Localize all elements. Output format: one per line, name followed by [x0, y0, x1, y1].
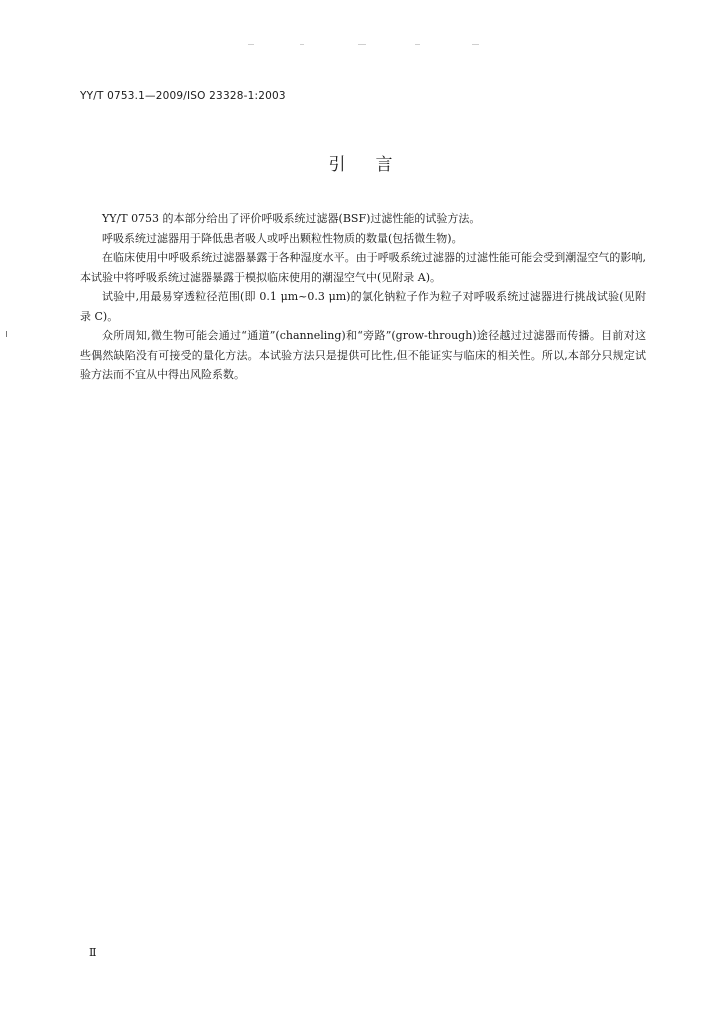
paragraph-4: 试验中,用最易穿透粒径范围(即 0.1 μm~0.3 μm)的氯化钠粒子作为粒子对呼吸系统过滤器进行挑战试验(见附录 C)。 — [80, 290, 646, 323]
page-number: Ⅱ — [89, 946, 97, 959]
standard-number: YY/T 0753.1—2009/ISO 23328-1:2003 — [80, 90, 286, 102]
paragraph-3: 在临床使用中呼吸系统过滤器暴露于各种湿度水平。由于呼吸系统过滤器的过滤性能可能会受到潮湿空气的影响,本试验中将呼吸系统过滤器暴露于模拟临床使用的潮湿空气中(见附录 A)。 — [80, 251, 646, 284]
scan-artifact — [240, 44, 500, 46]
introduction-body — [80, 209, 646, 385]
margin-mark — [6, 331, 7, 337]
paragraph-5: 众所周知,微生物可能会通过“通道”(channeling)和“旁路”(grow-through)途径越过过滤器而传播。目前对这些偶然缺陷没有可接受的量化方法。本试验方法只是提供可比性,但不能证实与临床的相关性。所以,本部分只规定试验方法而不宜从中得出风险系数。 — [80, 329, 646, 381]
paragraph-1: YY/T 0753 的本部分给出了评价呼吸系统过滤器(BSF)过滤性能的试验方法。 — [102, 212, 481, 225]
paragraph-2: 呼吸系统过滤器用于降低患者吸人或呼出颗粒性物质的数量(包括微生物)。 — [102, 231, 463, 245]
page-title: 引言 — [328, 155, 423, 175]
